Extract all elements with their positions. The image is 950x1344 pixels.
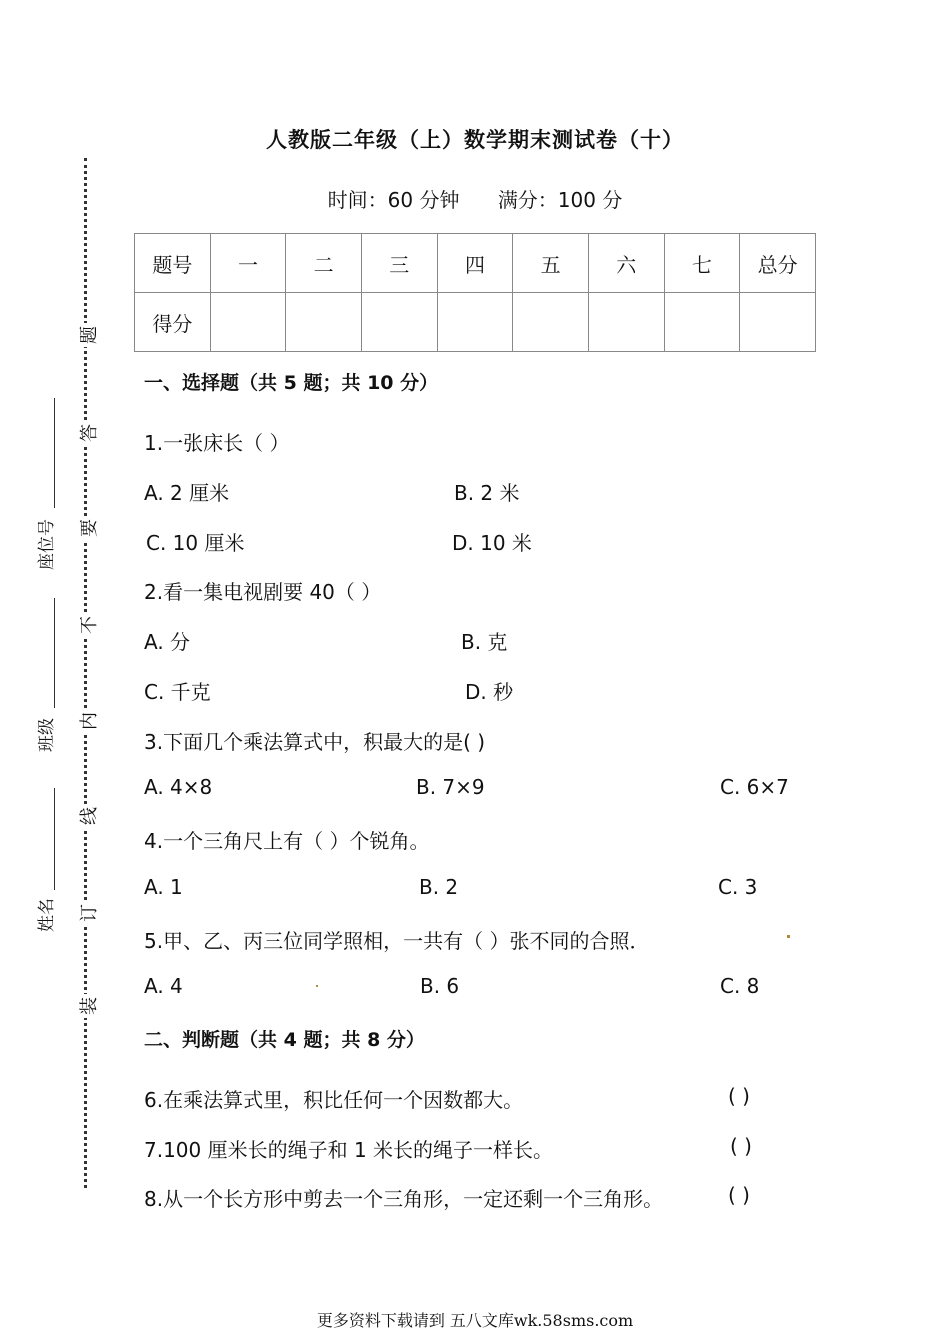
- score-input-cell[interactable]: [740, 293, 816, 352]
- option: C. 8: [720, 974, 760, 998]
- speck: [787, 935, 790, 938]
- answer-parenthesis[interactable]: ( ): [728, 1183, 750, 1207]
- option: D. 10 米: [452, 531, 532, 555]
- score-input-cell[interactable]: [361, 293, 437, 352]
- section-heading: 二、判断题（共 4 题；共 8 分）: [144, 1029, 425, 1051]
- table-cell: 六: [588, 234, 664, 293]
- option: B. 7×9: [416, 775, 485, 799]
- score-input-cell[interactable]: [513, 293, 589, 352]
- table-cell: 题号: [135, 234, 211, 293]
- answer-parenthesis[interactable]: ( ): [730, 1134, 752, 1158]
- binding-char: 答: [75, 421, 101, 445]
- binding-char: 内: [75, 709, 101, 733]
- option: C. 6×7: [720, 775, 789, 799]
- score-table: [134, 233, 816, 352]
- score-input-cell[interactable]: [664, 293, 740, 352]
- answer-parenthesis[interactable]: ( ): [728, 1084, 750, 1108]
- binding-char: 不: [75, 613, 101, 637]
- exam-info: [0, 184, 950, 213]
- table-row: [135, 234, 816, 293]
- section-heading: 一、选择题（共 5 题；共 10 分）: [144, 372, 439, 394]
- option: D. 秒: [465, 680, 514, 704]
- seat-number-label: 座位号: [37, 519, 57, 570]
- name-label: 姓名: [37, 898, 57, 932]
- table-cell: 五: [513, 234, 589, 293]
- option: C. 3: [718, 875, 758, 899]
- full-score: 满分：100 分: [497, 188, 623, 212]
- binding-char: 线: [75, 804, 101, 828]
- score-input-cell[interactable]: [588, 293, 664, 352]
- table-cell: 七: [664, 234, 740, 293]
- option: A. 2 厘米: [144, 481, 230, 505]
- binding-char: 订: [75, 901, 101, 925]
- binding-char: 装: [75, 994, 101, 1018]
- question-stem: 6.在乘法算式里，积比任何一个因数都大。: [144, 1088, 524, 1112]
- option: A. 4: [144, 974, 183, 998]
- table-cell: 一: [210, 234, 286, 293]
- footer-download-note: 更多资料下载请到 五八文库wk.58sms.com: [316, 1311, 634, 1330]
- option: B. 2: [419, 875, 459, 899]
- speck: [316, 985, 318, 987]
- seat-number-underline[interactable]: [54, 398, 55, 508]
- question-stem: 8.从一个长方形中剪去一个三角形，一定还剩一个三角形。: [144, 1187, 664, 1211]
- table-cell: 得分: [135, 293, 211, 352]
- binding-dotted-line: [84, 158, 87, 1188]
- page-title: 人教版二年级（上）数学期末测试卷（十）: [266, 128, 684, 152]
- binding-char: 题: [75, 323, 101, 347]
- option: B. 克: [461, 630, 508, 654]
- question-stem: 4.一个三角尺上有（ ）个锐角。: [144, 829, 430, 853]
- question-stem: 7.100 厘米长的绳子和 1 米长的绳子一样长。: [144, 1138, 554, 1162]
- time-limit: 时间：60 分钟: [327, 188, 460, 212]
- option: A. 4×8: [144, 775, 213, 799]
- question-stem: 3.下面几个乘法算式中，积最大的是( ): [144, 730, 486, 754]
- score-input-cell[interactable]: [286, 293, 362, 352]
- binding-char: 要: [75, 516, 101, 540]
- option: C. 10 厘米: [146, 531, 245, 555]
- table-cell: 三: [361, 234, 437, 293]
- question-stem: 1.一张床长（ ）: [144, 431, 290, 455]
- question-stem: 5.甲、乙、丙三位同学照相，一共有（ ）张不同的合照．: [144, 929, 650, 953]
- question-stem: 2.看一集电视剧要 40（ ）: [144, 580, 382, 604]
- class-label: 班级: [37, 718, 57, 752]
- table-cell: 总分: [740, 234, 816, 293]
- table-row: [135, 293, 816, 352]
- class-underline[interactable]: [54, 598, 55, 708]
- option: B. 2 米: [454, 481, 520, 505]
- option: B. 6: [420, 974, 460, 998]
- table-cell: 二: [286, 234, 362, 293]
- name-underline[interactable]: [54, 788, 55, 890]
- score-input-cell[interactable]: [210, 293, 286, 352]
- option: A. 1: [144, 875, 183, 899]
- score-input-cell[interactable]: [437, 293, 513, 352]
- table-cell: 四: [437, 234, 513, 293]
- option: A. 分: [144, 630, 191, 654]
- option: C. 千克: [144, 680, 211, 704]
